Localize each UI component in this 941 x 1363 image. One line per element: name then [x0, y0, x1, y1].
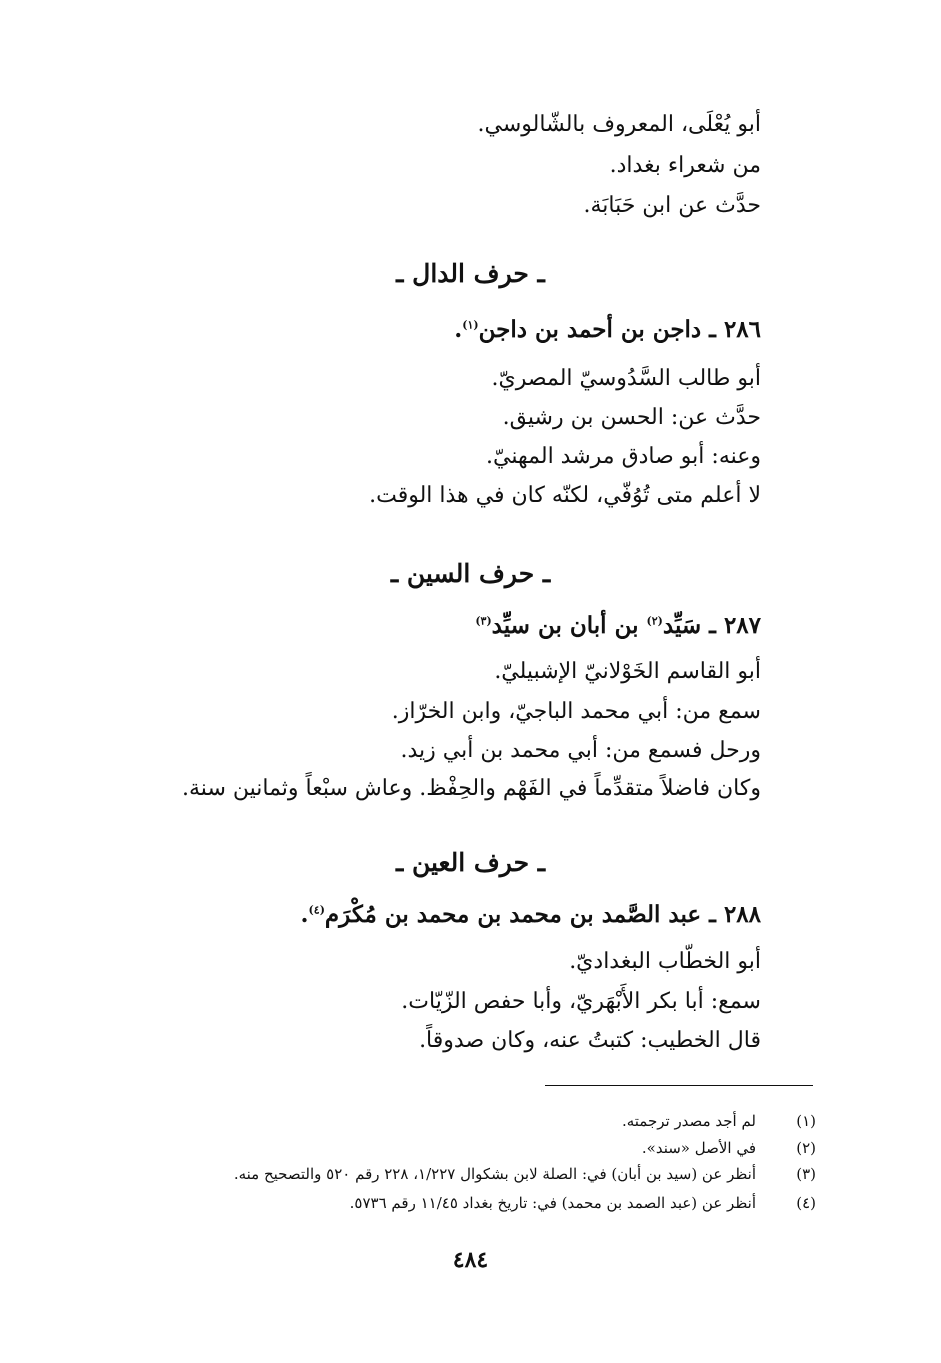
entry-286-title: ٢٨٦ ـ داجن بن أحمد بن داجن$^{(١)}$. [454, 316, 761, 343]
entry-line: أبو الخطّاب البغداديّ. [569, 949, 761, 974]
footnote [622, 1110, 816, 1132]
footnote-ref: (٢) [646, 614, 663, 628]
intro-line: أبو يُعْلَى، المعروف بالشّالوسي. [477, 112, 761, 137]
entry-line: حدَّث عن: الحسن بن رشيق. [502, 405, 761, 430]
footnote-number: (٤) [796, 1194, 816, 1212]
footnote-text: أنظر عن (سيد بن أبان) في: الصلة لابن بشكوال ١/٢٢٧، ٢٢٨ رقم ٥٢٠ والتصحيح منه. [233, 1165, 756, 1183]
footnote [350, 1192, 816, 1214]
entry-name: داجن بن أحمد بن داجن [478, 316, 702, 343]
entry-line: ورحل فسمع من: أبي محمد بن أبي زيد. [400, 738, 761, 763]
section-heading-dal: ـ حرف الدال ـ [396, 259, 545, 288]
entry-end: . [300, 901, 309, 928]
footnote-number: (٢) [796, 1139, 816, 1157]
entry-name-part: سَيِّد [662, 612, 702, 639]
entry-line: وعنه: أبو صادق مرشد المهنيّ. [486, 444, 761, 469]
entry-number: ٢٨٦ [723, 316, 761, 343]
footnote-number: (٣) [796, 1165, 816, 1183]
footnote-text: في الأصل «سند». [641, 1139, 756, 1157]
entry-line: لا أعلم متى تُوُفّي، لكنّه كان في هذا الوقت. [369, 483, 761, 508]
entry-name: عبد الصَّمد بن محمد بن محمد بن مُكْرَم [324, 901, 702, 928]
footnote-ref: (١) [462, 318, 479, 332]
entry-line: أبو طالب السَّدُوسيّ المصريّ. [491, 366, 761, 391]
footnote-separator [545, 1085, 813, 1086]
entry-line: قال الخطيب: كتبتُ عنه، وكان صدوقاً. [419, 1028, 761, 1053]
entry-line: سمع من: أبي محمد الباجيّ، وابن الخرّاز. [391, 699, 761, 724]
entry-288-title: ٢٨٨ ـ عبد الصَّمد بن محمد بن محمد بن مُكْرَم$^{(٤)}$. [300, 901, 761, 928]
footnote-text: لم أجد مصدر ترجمته. [621, 1112, 756, 1130]
entry-line: وكان فاضلاً متقدِّماً في الفَهْم والحِفْظ. وعاش سبْعاً وثمانين سنة. [182, 776, 761, 801]
footnote-ref: (٣) [475, 614, 492, 628]
entry-number: ٢٨٧ [723, 612, 761, 639]
entry-name-part: بن أبان بن سيِّد [491, 612, 639, 639]
entry-line: أبو القاسم الخَوْلانيّ الإشبيليّ. [494, 659, 761, 684]
intro-line: من شعراء بغداد. [609, 153, 761, 178]
entry-287-title: ٢٨٧ ـ سَيِّد$^{(٢)}$ بن أبان بن سيِّد$^{(٣)}$ [475, 612, 761, 639]
intro-line: حدَّث عن ابن حَبَابَة. [583, 193, 761, 218]
footnote-ref: (٤) [308, 903, 325, 917]
footnote-number: (١) [796, 1112, 816, 1130]
entry-number: ٢٨٨ [723, 901, 761, 928]
footnote [234, 1163, 816, 1185]
entry-line: سمع: أبا بكر الأَبْهَريّ، وأبا حفص الزّيّات. [401, 989, 761, 1014]
footnote-text: أنظر عن (عبد الصمد بن محمد) في: تاريخ بغداد ١١/٤٥ رقم ٥٧٣٦. [349, 1194, 756, 1212]
page-number: ٤٨٤ [452, 1247, 489, 1273]
section-heading-ayn: ـ حرف العين ـ [395, 848, 546, 877]
entry-end: . [454, 316, 463, 343]
footnote [642, 1137, 816, 1159]
section-heading-sin: ـ حرف السين ـ [390, 559, 551, 588]
